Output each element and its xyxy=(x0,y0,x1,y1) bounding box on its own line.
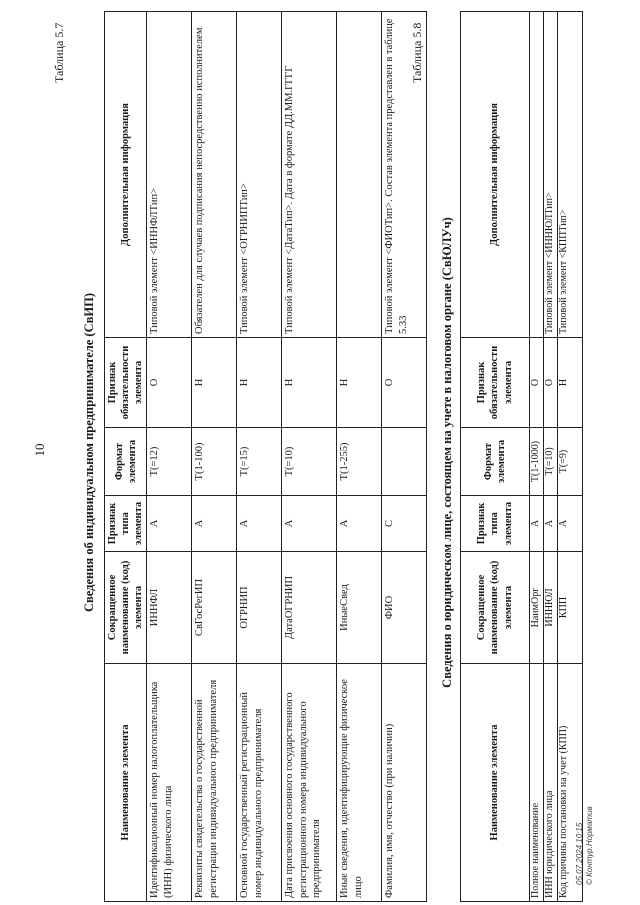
table2-label: Таблица 5.8 xyxy=(410,22,424,83)
header-format: Формат элемента xyxy=(105,428,147,496)
table-row xyxy=(282,12,337,902)
cell-short-name: ФИО xyxy=(382,552,427,664)
cell-element-name: Основной государственный регистрационный номер индивидуального предпринимателя xyxy=(237,664,282,902)
table1-title: Сведения об индивидуальном предпринимателе (СвИП) xyxy=(82,293,96,612)
cell-short-name: ОГРНИП xyxy=(237,552,282,664)
cell-short-name: ИННЮЛ xyxy=(544,552,558,664)
cell-format: Т(1-1000) xyxy=(530,428,544,496)
cell-additional-info: Обязателен для случаев подписания непосредственно исполнителем xyxy=(192,12,237,338)
cell-additional-info: Типовой элемент <ОГРНИПТип> xyxy=(237,12,282,338)
header-required-flag: Признак обязательности элемента xyxy=(105,338,147,428)
cell-short-name: ДатаОГРНИП xyxy=(282,552,337,664)
cell-required-flag: О xyxy=(147,338,192,428)
cell-format: Т(=10) xyxy=(544,428,558,496)
stamp-source: © Контур.Норматив xyxy=(584,806,594,885)
cell-required-flag: О xyxy=(382,338,427,428)
table-row xyxy=(558,12,583,902)
header-element-name: Наименование элемента xyxy=(461,664,530,902)
cell-type-flag: А xyxy=(237,496,282,552)
table-header-row xyxy=(105,12,147,902)
cell-type-flag: А xyxy=(282,496,337,552)
document-stamp xyxy=(575,806,594,885)
cell-element-name: Идентификационный номер налогоплательщика (ИНН) физического лица xyxy=(147,664,192,902)
cell-format: Т(1-100) xyxy=(192,428,237,496)
header-short-name: Сокращенное наименование (код) элемента xyxy=(105,552,147,664)
table1-label: Таблица 5.7 xyxy=(52,22,66,83)
cell-type-flag: А xyxy=(147,496,192,552)
cell-type-flag: С xyxy=(382,496,427,552)
cell-required-flag: Н xyxy=(237,338,282,428)
cell-format: Т(=15) xyxy=(237,428,282,496)
table2-title: Сведения о юридическом лице, состоящем на учете в налоговом органе (СвЮЛУч) xyxy=(440,217,454,688)
cell-required-flag: Н xyxy=(558,338,583,428)
cell-element-name: Фамилия, имя, отчество (при наличии) xyxy=(382,664,427,902)
table-legal-entity xyxy=(460,11,583,902)
table-row xyxy=(337,12,382,902)
header-format: Формат элемента xyxy=(461,428,530,496)
cell-required-flag: О xyxy=(544,338,558,428)
header-additional-info: Дополнительная информация xyxy=(461,12,530,338)
cell-format: Т(=10) xyxy=(282,428,337,496)
table-row xyxy=(530,12,544,902)
cell-additional-info xyxy=(530,12,544,338)
table-row xyxy=(147,12,192,902)
cell-element-name: Реквизиты свидетельства о государственной регистрации индивидуального предпринимателя xyxy=(192,664,237,902)
table-row xyxy=(192,12,237,902)
cell-type-flag: А xyxy=(192,496,237,552)
cell-short-name: НаимОрг xyxy=(530,552,544,664)
cell-short-name: КПП xyxy=(558,552,583,664)
page-number: 10 xyxy=(32,443,47,457)
header-type-flag: Признак типа элемента xyxy=(105,496,147,552)
table-row xyxy=(237,12,282,902)
table-header-row xyxy=(461,12,530,902)
cell-format: Т(1-255) xyxy=(337,428,382,496)
cell-format: Т(=9) xyxy=(558,428,583,496)
header-type-flag: Признак типа элемента xyxy=(461,496,530,552)
cell-type-flag: А xyxy=(558,496,583,552)
cell-additional-info: Типовой элемент <ДатаТип>. Дата в формате ДД.ММ.ГГГГ xyxy=(282,12,337,338)
cell-element-name: Полное наименование xyxy=(530,664,544,902)
table-row xyxy=(544,12,558,902)
cell-type-flag: А xyxy=(544,496,558,552)
cell-additional-info: Типовой элемент <ИННФЛТип> xyxy=(147,12,192,338)
cell-type-flag: А xyxy=(337,496,382,552)
cell-short-name: СвГосРегИП xyxy=(192,552,237,664)
cell-format: Т(=12) xyxy=(147,428,192,496)
table-individual-entrepreneur xyxy=(104,11,427,902)
cell-type-flag: А xyxy=(530,496,544,552)
cell-element-name: ИНН юридического лица xyxy=(544,664,558,902)
cell-additional-info xyxy=(337,12,382,338)
table-row xyxy=(382,12,427,902)
header-additional-info: Дополнительная информация xyxy=(105,12,147,338)
cell-required-flag: О xyxy=(530,338,544,428)
cell-element-name: Код причины постановки на учет (КПП) xyxy=(558,664,583,902)
cell-format xyxy=(382,428,427,496)
cell-required-flag: Н xyxy=(192,338,237,428)
cell-additional-info: Типовой элемент <КППТип> xyxy=(558,12,583,338)
header-element-name: Наименование элемента xyxy=(105,664,147,902)
cell-required-flag: Н xyxy=(337,338,382,428)
cell-additional-info: Типовой элемент <ФИОТип>. Состав элемента представлен в таблице 5.33 xyxy=(382,12,427,338)
cell-short-name: ИныеСвед xyxy=(337,552,382,664)
cell-required-flag: Н xyxy=(282,338,337,428)
stamp-date: 05.07.2024 10:15 xyxy=(575,822,584,885)
cell-additional-info: Типовой элемент <ИННЮЛТип> xyxy=(544,12,558,338)
header-required-flag: Признак обязательности элемента xyxy=(461,338,530,428)
header-short-name: Сокращенное наименование (код) элемента xyxy=(461,552,530,664)
cell-short-name: ИННФЛ xyxy=(147,552,192,664)
cell-element-name: Иные сведения, идентифицирующие физическое лицо xyxy=(337,664,382,902)
cell-element-name: Дата присвоения основного государственного регистрационного номера индивидуального предпринимателя xyxy=(282,664,337,902)
